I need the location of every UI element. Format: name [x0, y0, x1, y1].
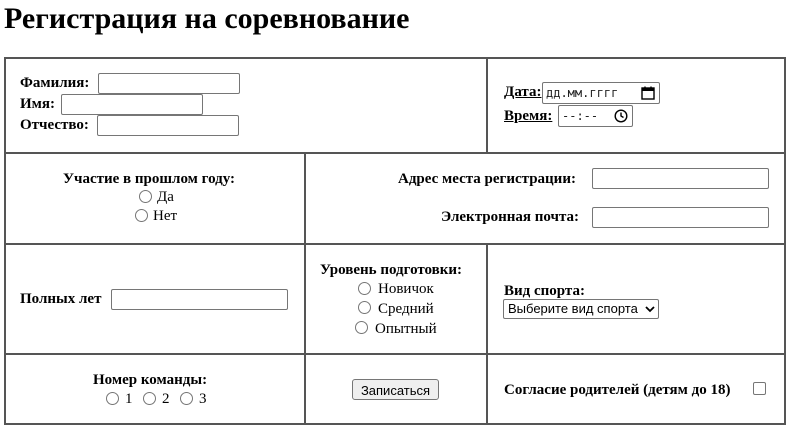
sport-label: Вид спорта: — [504, 283, 585, 299]
level-novice-label: Новичок — [378, 281, 434, 297]
date-label: Дата: — [504, 84, 542, 100]
age-label: Полных лет — [20, 291, 102, 307]
age-input[interactable] — [111, 289, 288, 310]
address-input[interactable] — [592, 168, 769, 189]
patronymic-label: Отчество: — [20, 117, 89, 133]
surname-label: Фамилия: — [20, 75, 90, 91]
team-label: Номер команды: — [93, 372, 208, 388]
time-input[interactable] — [558, 105, 633, 127]
page-title: Регистрация на соревнование — [4, 2, 410, 35]
level-label: Уровень подготовки: — [320, 262, 463, 278]
level-advanced-radio[interactable] — [355, 321, 368, 334]
participation-yes-label: Да — [157, 189, 174, 205]
level-intermediate-label: Средний — [378, 301, 434, 317]
submit-button[interactable]: Записаться — [352, 379, 439, 400]
time-placeholder: --:-- — [562, 109, 599, 123]
participation-yes-radio[interactable] — [139, 190, 152, 203]
email-label: Электронная почта: — [441, 209, 579, 225]
time-label: Время: — [504, 108, 553, 124]
participation-no-label: Нет — [153, 208, 178, 224]
team-cell — [4, 353, 306, 425]
datetime-cell — [486, 57, 786, 154]
calendar-icon[interactable] — [641, 86, 655, 100]
team-3-label: 3 — [199, 391, 207, 407]
team-1-radio[interactable] — [106, 392, 119, 405]
sport-select-value: Выберите вид спорта — [508, 301, 638, 316]
team-2-radio[interactable] — [143, 392, 156, 405]
level-cell — [304, 243, 488, 355]
participation-no-radio[interactable] — [135, 209, 148, 222]
contact-cell — [304, 152, 786, 245]
sport-select[interactable] — [503, 299, 659, 319]
consent-checkbox[interactable] — [753, 382, 766, 395]
clock-icon[interactable] — [614, 109, 628, 123]
participation-cell — [4, 152, 306, 245]
level-novice-radio[interactable] — [358, 282, 371, 295]
email-input[interactable] — [592, 207, 769, 228]
address-label: Адрес места регистрации: — [398, 171, 576, 187]
name-label: Имя: — [20, 96, 55, 112]
surname-input[interactable] — [98, 73, 240, 94]
participation-label: Участие в прошлом году: — [63, 171, 236, 187]
date-input[interactable] — [542, 82, 660, 104]
level-advanced-label: Опытный — [375, 321, 437, 337]
chevron-down-icon — [645, 305, 655, 313]
name-input[interactable] — [61, 94, 203, 115]
level-intermediate-radio[interactable] — [358, 301, 371, 314]
consent-label: Согласие родителей (детям до 18) — [504, 382, 731, 398]
team-1-label: 1 — [125, 391, 133, 407]
patronymic-input[interactable] — [97, 115, 239, 136]
date-placeholder: дд.мм.гггг — [546, 86, 619, 100]
team-3-radio[interactable] — [180, 392, 193, 405]
team-2-label: 2 — [162, 391, 170, 407]
